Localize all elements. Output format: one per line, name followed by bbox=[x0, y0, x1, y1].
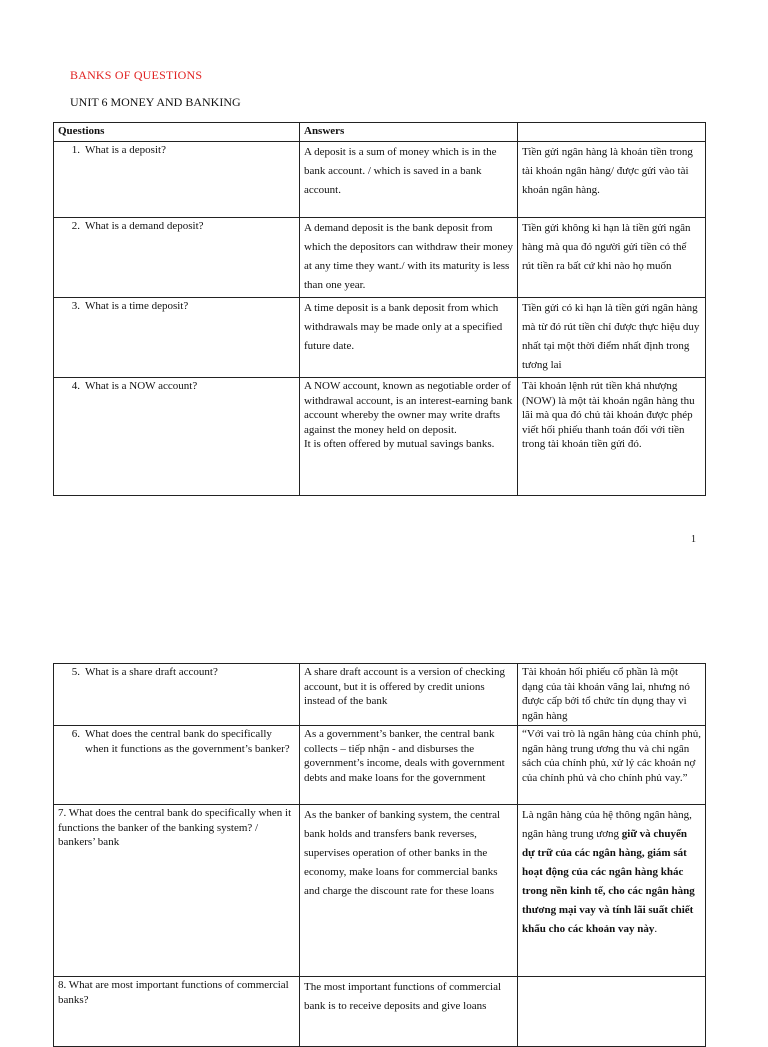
question-cell bbox=[54, 298, 300, 378]
table-row bbox=[54, 298, 706, 378]
question-number: 4. bbox=[71, 380, 80, 392]
question-cell: 7. What does the central bank do specifically when it functions the banker of the banking system? / bankers’ bank bbox=[54, 805, 300, 977]
translation-cell bbox=[518, 805, 706, 977]
question-cell bbox=[54, 142, 300, 218]
question-text: What is a time deposit? bbox=[85, 300, 189, 312]
question-cell bbox=[54, 218, 300, 298]
questions-table-page-1 bbox=[53, 122, 706, 496]
table-row bbox=[54, 378, 706, 496]
question-text: What is a deposit? bbox=[85, 144, 166, 156]
answer-cell: A deposit is a sum of money which is in the bank account. / which is saved in a bank account. bbox=[300, 142, 518, 218]
translation-cell: Tiền gửi có kì hạn là tiền gửi ngân hàng mà từ đó rút tiền chỉ được thực hiệu duy nhất tại một thời điểm nhất định trong tương lai bbox=[518, 298, 706, 378]
question-text: What is a NOW account? bbox=[85, 380, 198, 392]
questions-table-page-2 bbox=[53, 663, 706, 1047]
answer-cell: As a government’s banker, the central bank collects – tiếp nhận - and disburses the government’s income, deals with government debts and make loans for the government bbox=[300, 726, 518, 805]
question-number: 3. bbox=[71, 300, 80, 312]
question-number: 1. bbox=[71, 144, 80, 156]
question-cell bbox=[54, 664, 300, 726]
header-translation bbox=[518, 123, 706, 142]
translation-cell: Tiền gửi ngân hàng là khoản tiền trong tài khoản ngân hàng/ được gửi vào tài khoản ngân hàng. bbox=[518, 142, 706, 218]
translation-end: . bbox=[654, 923, 658, 935]
translation-text: Là ngân hàng của hệ thông ngân hàng, ngân hàng trung ương bbox=[522, 809, 692, 840]
translation-cell: Tài khoản lệnh rút tiền khả nhượng (NOW) là một tài khoản ngân hàng thu lãi mà qua đó chủ tài khoản được phép viết hối phiếu thanh toán đối với tiền trong tài khoản tiền gửi đó. bbox=[518, 378, 706, 496]
header-questions: Questions bbox=[54, 123, 300, 142]
answer-line: It is often offered by mutual savings banks. bbox=[304, 438, 495, 450]
answer-cell: A share draft account is a version of checking account, but it is offered by credit unions instead of the bank bbox=[300, 664, 518, 726]
answer-cell: A time deposit is a bank deposit from which withdrawals may be made only at a specified future date. bbox=[300, 298, 518, 378]
translation-cell: Tiền gửi không kì hạn là tiền gửi ngân hàng mà qua đó người gửi tiền có thể rút tiền ra bất cứ khi nào họ muốn bbox=[518, 218, 706, 298]
answer-line: A NOW account, known as negotiable order of withdrawal account, is an interest-earning bank account whereby the owner may write drafts against the money held on deposit. bbox=[304, 380, 513, 436]
answer-cell: As the banker of banking system, the central bank holds and transfers bank reverses, supervises operation of other banks in the economy, make loans for commercial banks and charge the discount rate for these loans bbox=[300, 805, 518, 977]
translation-cell: “Với vai trò là ngân hàng của chính phủ, ngân hàng trung ương thu và chi ngân sách của chính phủ, xử lý các khoản nợ của chính phủ và cho chính phủ vay.” bbox=[518, 726, 706, 805]
unit-title: UNIT 6 MONEY AND BANKING bbox=[70, 95, 241, 109]
answer-cell: A demand deposit is the bank deposit from which the depositors can withdraw their money at any time they want./ with its maturity is less than one year. bbox=[300, 218, 518, 298]
table-header-row bbox=[54, 123, 706, 142]
question-text: What is a demand deposit? bbox=[85, 220, 204, 232]
table-row bbox=[54, 805, 706, 977]
table-row bbox=[54, 977, 706, 1047]
document-title: BANKS OF QUESTIONS bbox=[70, 68, 203, 82]
page-number: 1 bbox=[691, 534, 696, 545]
question-number: 6. bbox=[71, 728, 80, 740]
question-cell bbox=[54, 726, 300, 805]
question-text: What does the central bank do specifically when it functions as the government’s banker? bbox=[85, 728, 290, 755]
header-answers: Answers bbox=[300, 123, 518, 142]
translation-cell bbox=[518, 977, 706, 1047]
translation-cell: Tài khoản hối phiếu cổ phần là một dạng của tài khoản vãng lai, nhưng nó được cấp bởi tổ chức tín dụng thay vì ngân hàng bbox=[518, 664, 706, 726]
question-number: 2. bbox=[71, 220, 80, 232]
answer-cell: The most important functions of commercial bank is to receive deposits and give loans bbox=[300, 977, 518, 1047]
answer-cell bbox=[300, 378, 518, 496]
translation-bold-text: giữ và chuyển dự trữ của các ngân hàng, giám sát hoạt động của các ngân hàng khác trong nền kinh tế, cho các ngân hàng thương mại vay và tính lãi suất chiết khấu cho các khoản vay này bbox=[522, 828, 695, 935]
table-row bbox=[54, 726, 706, 805]
table-row bbox=[54, 142, 706, 218]
question-cell: 8. What are most important functions of commercial banks? bbox=[54, 977, 300, 1047]
question-text: What is a share draft account? bbox=[85, 666, 218, 678]
question-cell bbox=[54, 378, 300, 496]
table-row bbox=[54, 664, 706, 726]
table-row bbox=[54, 218, 706, 298]
question-number: 5. bbox=[71, 666, 80, 678]
